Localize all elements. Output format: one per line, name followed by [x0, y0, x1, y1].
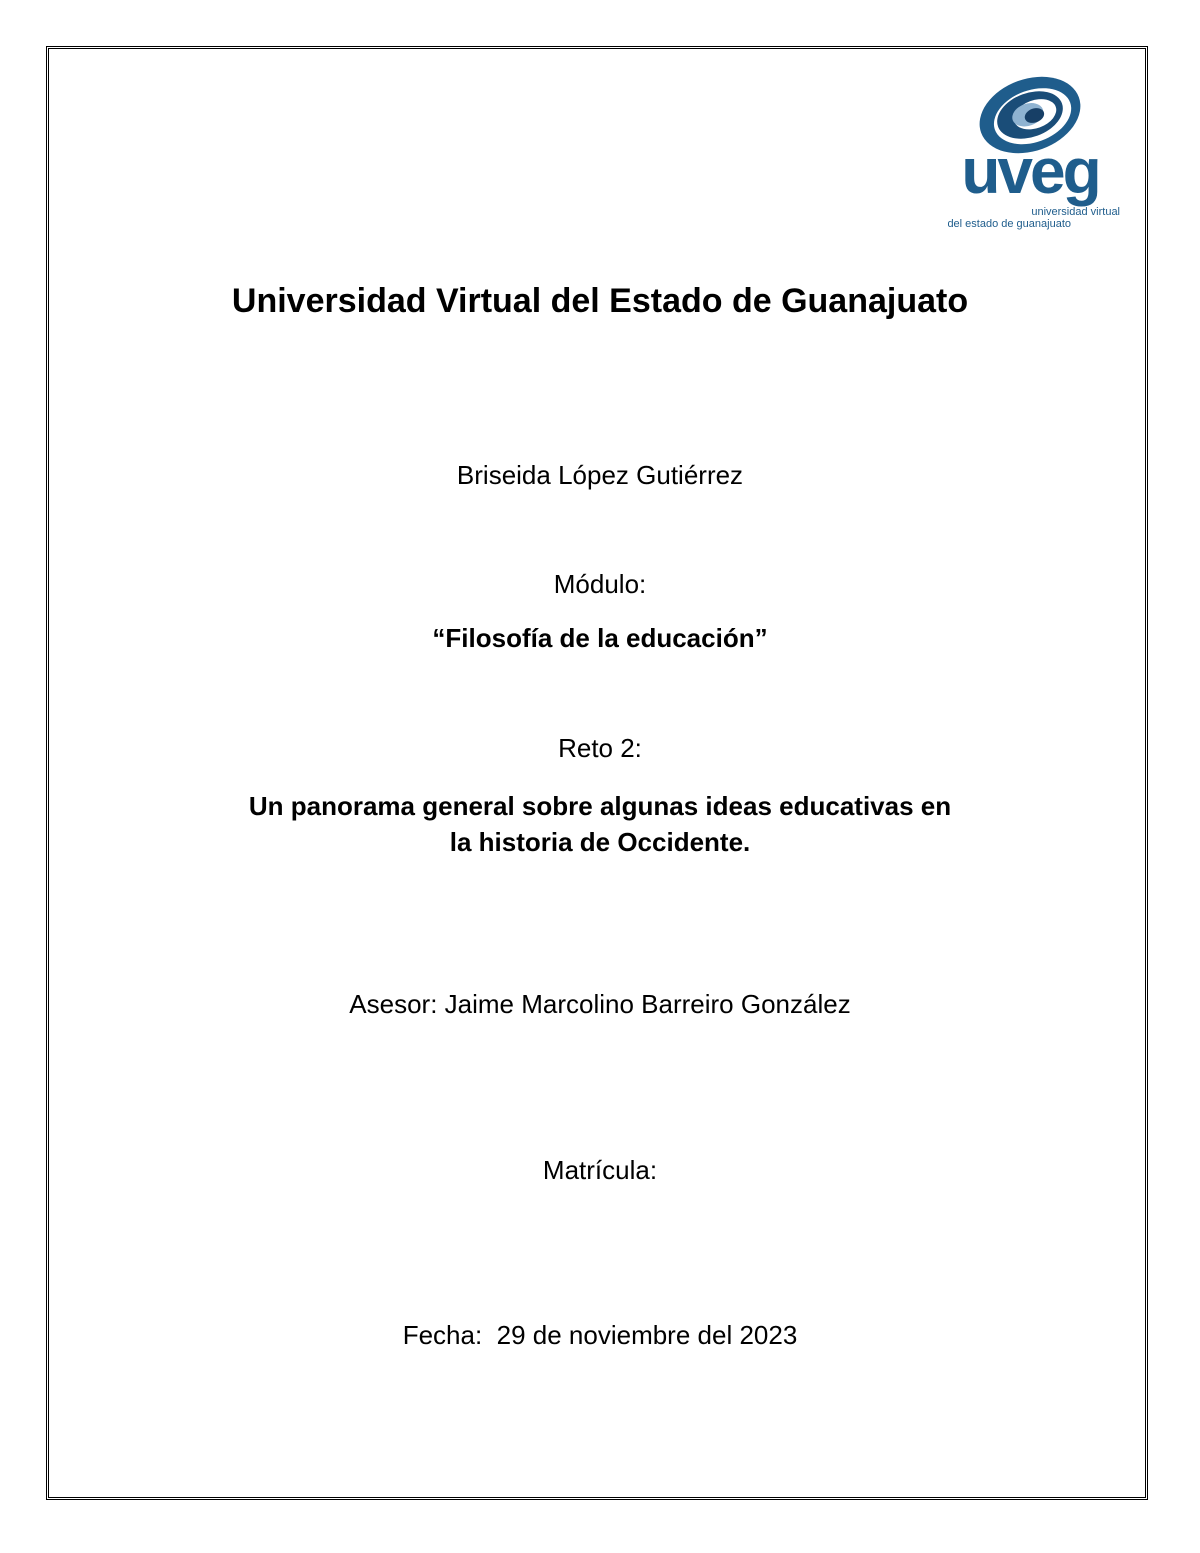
university-name: Universidad Virtual del Estado de Guanajuato	[231, 282, 969, 320]
advisor-name: Asesor: Jaime Marcolino Barreiro González	[349, 989, 851, 1019]
challenge-title	[0, 788, 1200, 860]
logo-tagline-1: universidad virtual	[1031, 206, 1120, 218]
challenge-label: Reto 2:	[558, 733, 642, 763]
challenge-title-line-2: la historia de Occidente.	[449, 827, 751, 857]
module-label: Módulo:	[553, 569, 647, 599]
submission-date: Fecha: 29 de noviembre del 2023	[402, 1320, 798, 1350]
logo-tagline-2: del estado de guanajuato	[947, 218, 1071, 230]
uveg-logo	[935, 75, 1125, 235]
matricula-label: Matrícula:	[542, 1155, 658, 1185]
uveg-logo-graphic	[935, 75, 1125, 235]
module-name: “Filosofía de la educación”	[432, 623, 768, 653]
challenge-title-line-1: Un panorama general sobre algunas ideas educativas en	[248, 791, 952, 821]
logo-wordmark: uveg	[961, 135, 1099, 207]
student-name: Briseida López Gutiérrez	[456, 460, 744, 490]
page-border	[46, 46, 1148, 1500]
